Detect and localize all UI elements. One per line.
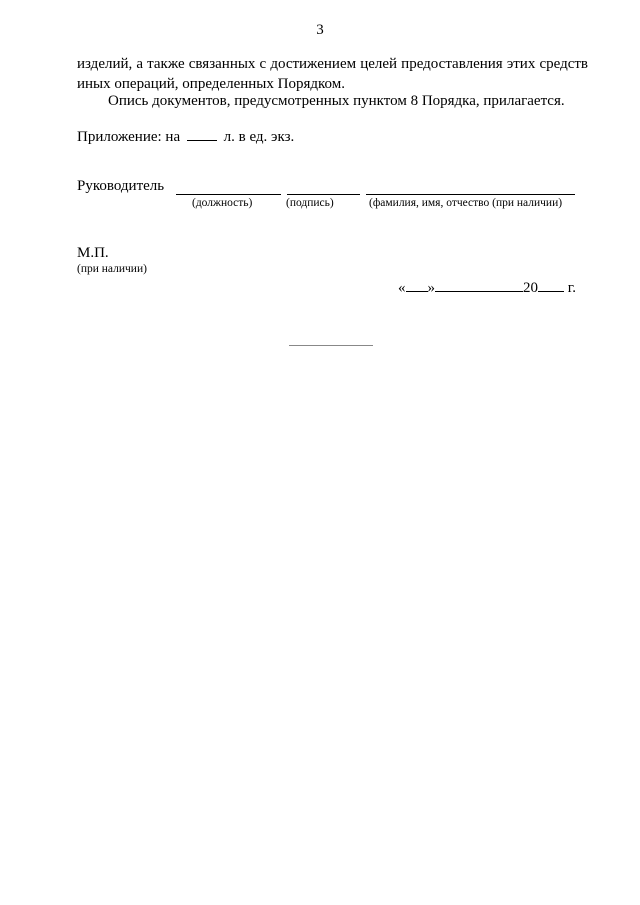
appendix-suffix: л. в ед. экз. [223, 129, 295, 145]
month-blank [435, 279, 523, 292]
century-text: 20 [523, 280, 538, 296]
appendix-line [77, 128, 294, 146]
year-blank [538, 279, 564, 292]
year-suffix: г. [567, 280, 576, 296]
head-label: Руководитель [77, 178, 165, 194]
position-caption: (должность) [192, 197, 253, 209]
stamp-note: (при наличии) [77, 263, 147, 275]
end-divider [289, 345, 373, 346]
stamp-label: М.П. [77, 245, 109, 261]
body-text-line: изделий, а также связанных с достижением целей предоставления этих средств [77, 56, 588, 72]
signature-caption: (подпись) [286, 197, 334, 209]
appendix-prefix: Приложение: на [77, 129, 181, 145]
position-blank-line [176, 194, 281, 195]
page-number: 3 [316, 22, 324, 38]
body-text-line: иных операций, определенных Порядком. [77, 76, 345, 92]
full-name-blank-line [366, 194, 575, 195]
date-line [398, 279, 576, 297]
date-close-quote: » [427, 280, 435, 296]
date-open-quote: « [398, 280, 406, 296]
body-text-paragraph: Опись документов, предусмотренных пунктом 8 Порядка, прилагается. [108, 93, 565, 109]
full-name-caption: (фамилия, имя, отчество (при наличии) [369, 197, 563, 209]
sheet-count-blank [187, 128, 217, 141]
day-blank [406, 279, 428, 292]
signature-blank-line [287, 194, 360, 195]
